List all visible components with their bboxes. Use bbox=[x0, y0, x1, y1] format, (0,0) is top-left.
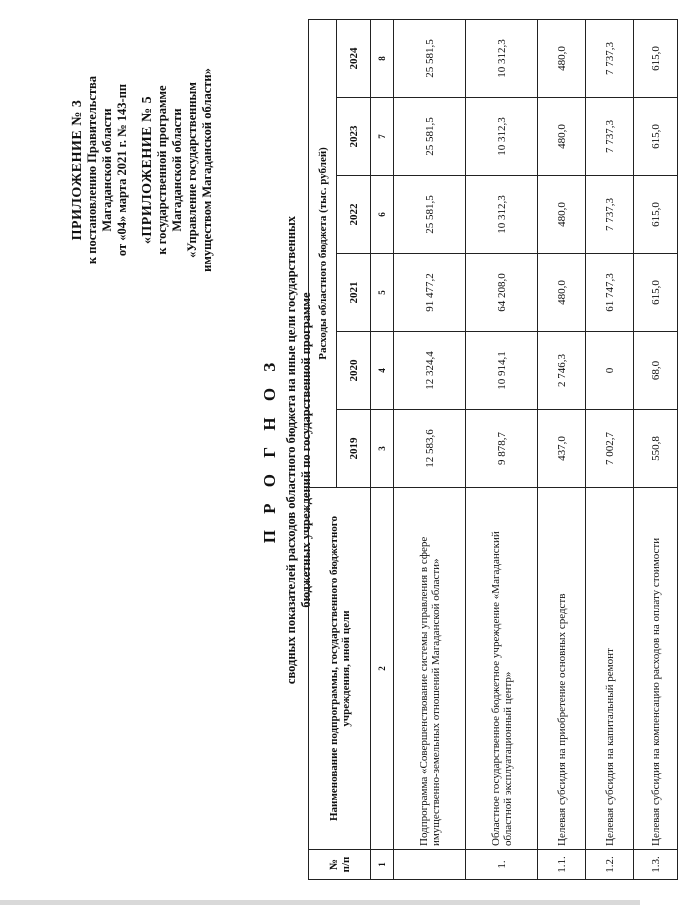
row-value: 615,0 bbox=[634, 19, 678, 97]
appendix-line: Магаданской области bbox=[100, 108, 114, 232]
row-value: 25 581,5 bbox=[394, 19, 466, 97]
row-value: 25 581,5 bbox=[394, 98, 466, 176]
row-value: 7 737,3 bbox=[586, 19, 634, 97]
column-number: 2 bbox=[371, 488, 394, 850]
row-num: 1.2. bbox=[586, 850, 634, 880]
document-title-block bbox=[260, 40, 314, 860]
row-value: 10 914,1 bbox=[466, 332, 538, 410]
row-value: 10 312,3 bbox=[466, 19, 538, 97]
row-value: 68,0 bbox=[634, 332, 678, 410]
appendix-line: имуществом Магаданской области» bbox=[200, 68, 214, 272]
header-year: 2024 bbox=[337, 19, 371, 97]
row-num: 1.1. bbox=[538, 850, 586, 880]
table-row bbox=[466, 19, 538, 879]
row-value: 480,0 bbox=[538, 98, 586, 176]
row-value: 91 477,2 bbox=[394, 254, 466, 332]
row-num: 1.3. bbox=[634, 850, 678, 880]
row-value: 9 878,7 bbox=[466, 410, 538, 488]
row-name: Областное государственное бюджетное учреждение «Магаданский областной эксплуатационный центр» bbox=[466, 488, 538, 850]
header-year: 2019 bbox=[337, 410, 371, 488]
row-value: 480,0 bbox=[538, 254, 586, 332]
row-name: Целевая субсидия на приобретение основных средств bbox=[538, 488, 586, 850]
table-row bbox=[394, 19, 466, 879]
appendix-line: к постановлению Правительства bbox=[85, 75, 99, 265]
row-value: 64 208,0 bbox=[466, 254, 538, 332]
row-value: 10 312,3 bbox=[466, 176, 538, 254]
row-value: 480,0 bbox=[538, 19, 586, 97]
appendix-title: ПРИЛОЖЕНИЕ № 3 bbox=[70, 99, 85, 241]
column-number: 7 bbox=[371, 98, 394, 176]
appendix-line: «Управление государственным bbox=[185, 82, 199, 258]
header-num: № п/п bbox=[309, 850, 371, 880]
appendix-line: от «04» марта 2021 г. № 143-пп bbox=[115, 83, 129, 257]
column-number: 8 bbox=[371, 19, 394, 97]
row-name: Целевая субсидия на компенсацию расходов на оплату стоимости bbox=[634, 488, 678, 850]
document-subtitle: сводных показателей расходов областного бюджета на иные цели государственных bbox=[284, 215, 298, 685]
document-subtitle: бюджетных учреждений по государственной программе bbox=[299, 292, 313, 608]
row-value: 12 324,4 bbox=[394, 332, 466, 410]
table-row bbox=[586, 19, 634, 879]
header-expenses: Расходы областного бюджета (тыс. рублей) bbox=[309, 19, 337, 487]
row-value: 2 746,3 bbox=[538, 332, 586, 410]
column-number: 5 bbox=[371, 254, 394, 332]
table-row bbox=[538, 19, 586, 879]
row-value: 7 737,3 bbox=[586, 176, 634, 254]
header-year: 2023 bbox=[337, 98, 371, 176]
appendix-line: к государственной программе bbox=[155, 85, 169, 255]
row-value: 615,0 bbox=[634, 254, 678, 332]
row-value: 480,0 bbox=[538, 176, 586, 254]
row-value: 0 bbox=[586, 332, 634, 410]
row-value: 7 737,3 bbox=[586, 98, 634, 176]
forecast-table bbox=[308, 19, 678, 880]
row-name: Целевая субсидия на капитальный ремонт bbox=[586, 488, 634, 850]
column-number: 4 bbox=[371, 332, 394, 410]
header-year: 2022 bbox=[337, 176, 371, 254]
appendix-line: Магаданской области bbox=[170, 108, 184, 232]
rotated-sheet bbox=[10, 20, 662, 880]
row-value: 12 583,6 bbox=[394, 410, 466, 488]
column-number: 1 bbox=[371, 850, 394, 880]
row-num: 1. bbox=[466, 850, 538, 880]
row-value: 437,0 bbox=[538, 410, 586, 488]
header-name: Наименование подпрограммы, государственного бюджетного учреждения, иной цели bbox=[309, 488, 371, 850]
row-value: 25 581,5 bbox=[394, 176, 466, 254]
row-value: 615,0 bbox=[634, 176, 678, 254]
row-value: 615,0 bbox=[634, 98, 678, 176]
row-value: 61 747,3 bbox=[586, 254, 634, 332]
header-year: 2020 bbox=[337, 332, 371, 410]
appendix-block bbox=[70, 20, 215, 320]
column-number-row bbox=[371, 19, 394, 879]
appendix-title-2: «ПРИЛОЖЕНИЕ № 5 bbox=[140, 95, 155, 245]
column-number: 6 bbox=[371, 176, 394, 254]
row-value: 550,8 bbox=[634, 410, 678, 488]
scan-edge bbox=[0, 900, 640, 905]
row-value: 7 002,7 bbox=[586, 410, 634, 488]
column-number: 3 bbox=[371, 410, 394, 488]
row-name: Подпрограмма «Совершенствование системы управления в сфере имущественно-земельных отношений Магаданской области» bbox=[394, 488, 466, 850]
header-year: 2021 bbox=[337, 254, 371, 332]
table-row bbox=[634, 19, 678, 879]
document-title: П Р О Г Н О З bbox=[260, 356, 279, 544]
row-num bbox=[394, 850, 466, 880]
row-value: 10 312,3 bbox=[466, 98, 538, 176]
